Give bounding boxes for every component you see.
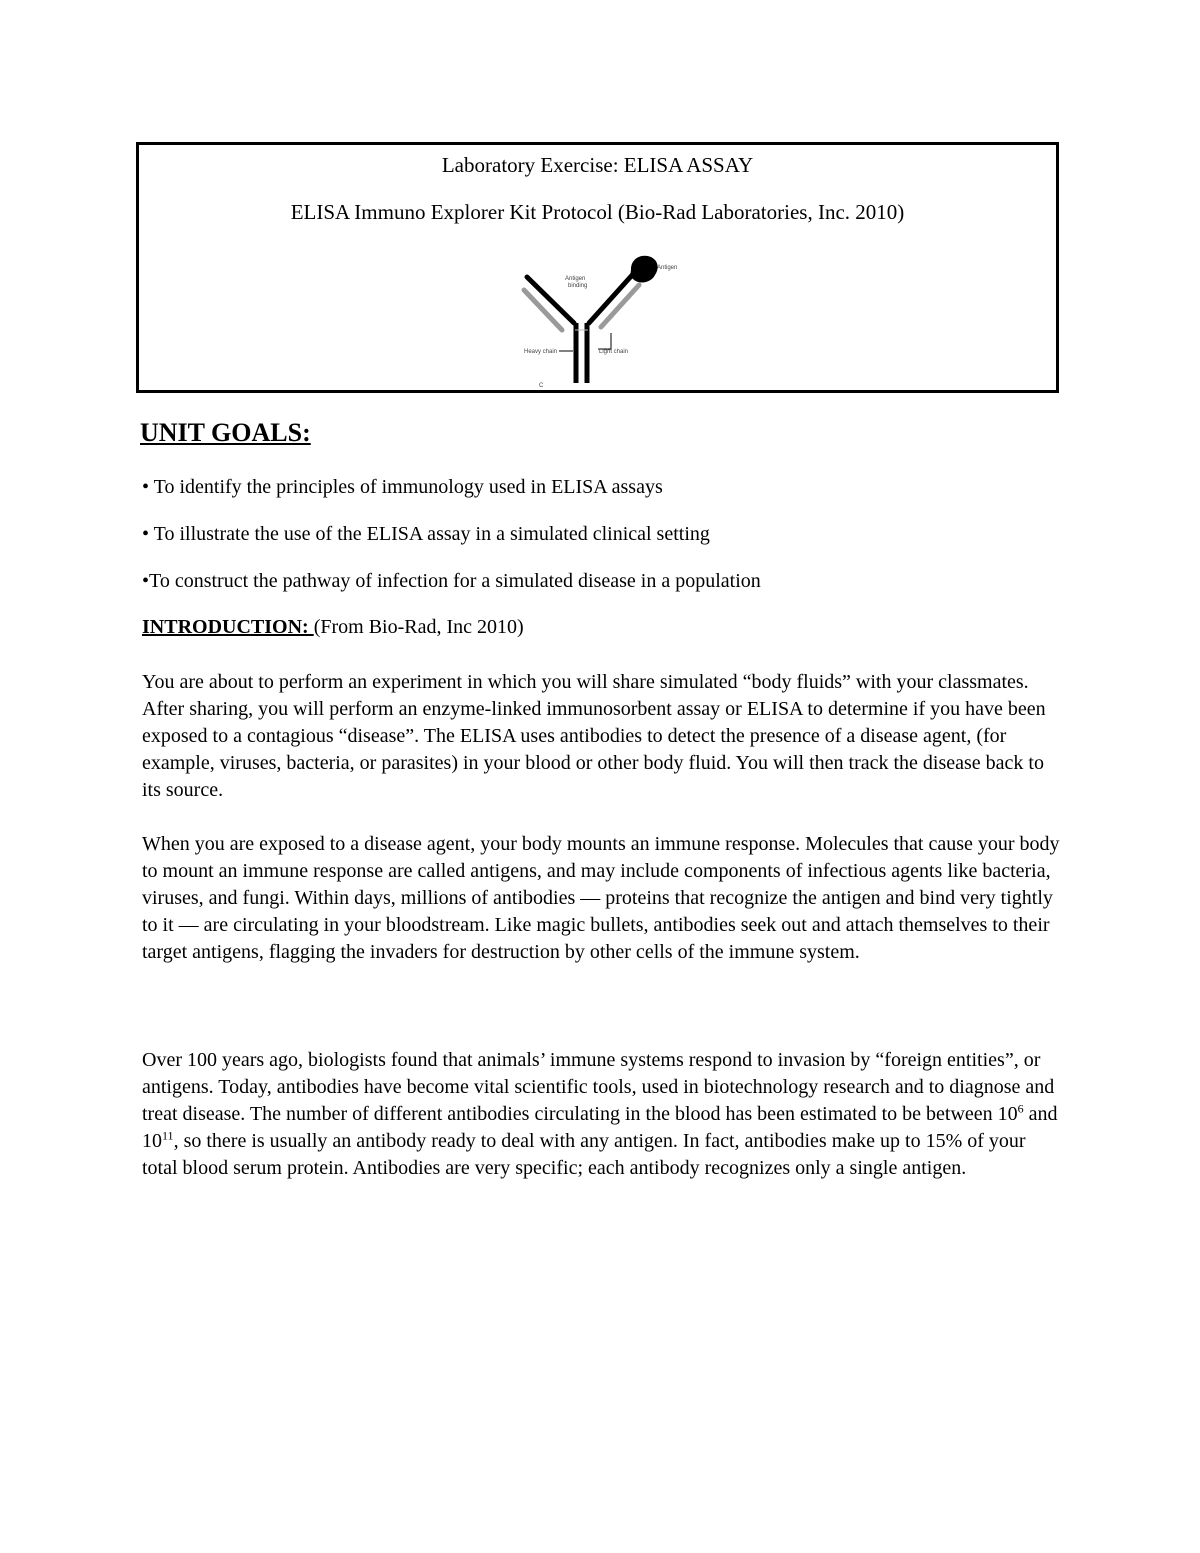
exponent-6: 6 <box>1017 1101 1024 1116</box>
introduction-source: (From Bio-Rad, Inc 2010) <box>313 616 524 638</box>
antigen-label: Antigen <box>657 265 678 271</box>
goal-item-1: • To identify the principles of immunology used in ELISA assays <box>142 476 663 498</box>
goal-item-3: •To construct the pathway of infection for a simulated disease in a population <box>142 570 761 592</box>
header-box <box>136 142 1059 393</box>
paragraph-3-part-2: and 10 <box>142 1103 1058 1152</box>
intro-paragraph-2: When you are exposed to a disease agent, your body mounts an immune response. Molecules that cause your body to mount an immune response are called antigens, and may include components of infectious agents like bacteria, viruses, and fungi. Within days, millions of antibodies — proteins that recognize the antigen and bind very tightly to it — are circulating in your bloodstream. Like magic bullets, antibodies seek out and attach themselves to their target antigens, flagging the invaders for destruction by other cells of the immune system. <box>142 833 1060 963</box>
corner-mark: C <box>539 383 544 389</box>
heavy-chain-label: Heavy chain <box>524 349 558 355</box>
antigen-shape <box>631 256 658 283</box>
intro-paragraph-3 <box>142 1047 1062 1182</box>
antibody-diagram <box>519 255 699 395</box>
exponent-11: 11 <box>162 1128 174 1143</box>
light-chain-label: Light chain <box>599 349 629 355</box>
paragraph-3-part-1: Over 100 years ago, biologists found that animals’ immune systems respond to invasion by “foreign entities”, or antigens. Today, antibodies have become vital scientific tools, used in biotechnology research and to diagnose and treat disease. The number of different antibodies circulating in the blood has been estimated to be between 10 <box>142 1049 1055 1125</box>
introduction-heading-line <box>142 616 524 639</box>
introduction-label: INTRODUCTION: <box>142 616 314 638</box>
document-subtitle: ELISA Immuno Explorer Kit Protocol (Bio-Rad Laboratories, Inc. 2010) <box>290 200 905 224</box>
goal-item-2: • To illustrate the use of the ELISA assay in a simulated clinical setting <box>142 523 710 545</box>
paragraph-3-part-3: , so there is usually an antibody ready to deal with any antigen. In fact, antibodies make up to 15% of your total blood serum protein. Antibodies are very specific; each antibody recognizes only a single antigen. <box>142 1130 1026 1179</box>
unit-goals-heading: UNIT GOALS: <box>140 418 311 447</box>
binding-site-label-2: binding <box>568 283 588 289</box>
document-title: Laboratory Exercise: ELISA ASSAY <box>441 153 754 177</box>
binding-site-label-1: Antigen <box>565 276 586 282</box>
intro-paragraph-1: You are about to perform an experiment in which you will share simulated “body fluids” with your classmates. After sharing, you will perform an enzyme-linked immunosorbent assay or ELISA to determine if you have been exposed to a contagious “disease”. The ELISA uses antibodies to detect the presence of a disease agent, (for example, viruses, bacteria, or parasites) in your blood or other body fluid. You will then track the disease back to its source. <box>142 671 1046 801</box>
